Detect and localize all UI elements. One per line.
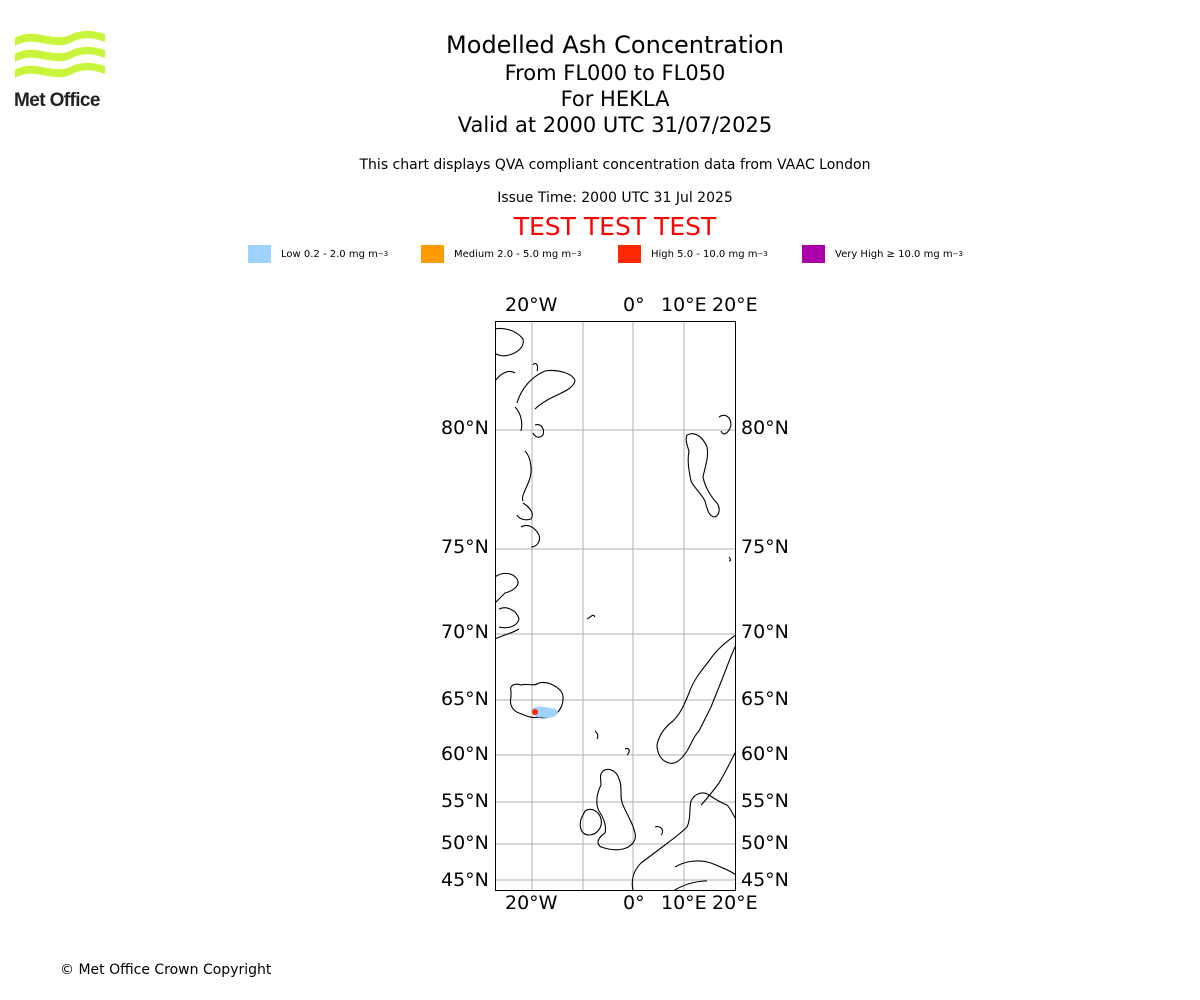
lat-label-right-70n: 70°N	[741, 621, 789, 643]
flight-level-range: From FL000 to FL050	[504, 61, 726, 85]
lat-label-left-60n: 60°N	[441, 743, 489, 765]
map-coastlines	[495, 328, 736, 891]
ash-plume	[531, 707, 558, 718]
lat-label-left-80n: 80°N	[441, 417, 489, 439]
lat-label-right-75n: 75°N	[741, 536, 789, 558]
lon-label-bottom-0: 0°	[623, 892, 645, 914]
lat-label-left-50n: 50°N	[441, 832, 489, 854]
lat-label-left-70n: 70°N	[441, 621, 489, 643]
ash-concentration-map	[495, 321, 736, 891]
lon-label-bottom-20w: 20°W	[505, 892, 558, 914]
legend-unit-exp: −3	[757, 250, 768, 258]
met-office-logo	[14, 30, 110, 112]
lat-label-right-65n: 65°N	[741, 688, 789, 710]
lat-label-right-80n: 80°N	[741, 417, 789, 439]
copyright-notice: © Met Office Crown Copyright	[60, 962, 272, 978]
legend-item-high	[618, 244, 768, 264]
legend-label-low: Low 0.2 - 2.0 mg m	[281, 248, 378, 260]
legend-item-very-high	[802, 244, 963, 264]
issue-time: Issue Time: 2000 UTC 31 Jul 2025	[497, 190, 733, 206]
title-block	[315, 30, 915, 138]
map-gridlines	[495, 321, 736, 891]
test-banner: TEST TEST TEST	[513, 212, 717, 241]
legend-swatch-medium	[421, 245, 444, 263]
lat-label-right-60n: 60°N	[741, 743, 789, 765]
lat-label-right-55n: 55°N	[741, 790, 789, 812]
ash-area-high	[532, 709, 538, 715]
logo-text: Met Office	[14, 90, 100, 111]
chart-subtitle: This chart displays QVA compliant concentration data from VAAC London	[359, 157, 871, 173]
lat-label-left-65n: 65°N	[441, 688, 489, 710]
legend-item-medium	[421, 244, 581, 264]
lon-label-top-10e: 10°E	[661, 294, 707, 316]
legend-label-very-high: Very High ≥ 10.0 mg m	[835, 248, 953, 260]
lon-label-bottom-10e: 10°E	[661, 892, 707, 914]
lat-label-left-55n: 55°N	[441, 790, 489, 812]
lon-label-top-0: 0°	[623, 294, 645, 316]
lat-label-left-45n: 45°N	[441, 869, 489, 891]
legend-label-medium: Medium 2.0 - 5.0 mg m	[454, 248, 572, 260]
legend-unit-exp: −3	[952, 250, 963, 258]
lon-label-top-20w: 20°W	[505, 294, 558, 316]
lat-label-left-75n: 75°N	[441, 536, 489, 558]
legend-label-high: High 5.0 - 10.0 mg m	[651, 248, 758, 260]
met-office-waves-icon	[14, 30, 110, 88]
legend-swatch-high	[618, 245, 641, 263]
lon-label-top-20e: 20°E	[712, 294, 758, 316]
legend-item-low	[248, 244, 388, 264]
legend-unit-exp: −3	[377, 250, 389, 258]
volcano-name: For HEKLA	[560, 87, 670, 111]
valid-time: Valid at 2000 UTC 31/07/2025	[457, 113, 773, 137]
lat-label-right-50n: 50°N	[741, 832, 789, 854]
lon-label-bottom-20e: 20°E	[712, 892, 758, 914]
legend-swatch-very-high	[802, 245, 825, 263]
chart-title: Modelled Ash Concentration	[446, 31, 784, 59]
legend-swatch-low	[248, 245, 271, 263]
legend-unit-exp: −3	[571, 250, 582, 258]
lat-label-right-45n: 45°N	[741, 869, 789, 891]
